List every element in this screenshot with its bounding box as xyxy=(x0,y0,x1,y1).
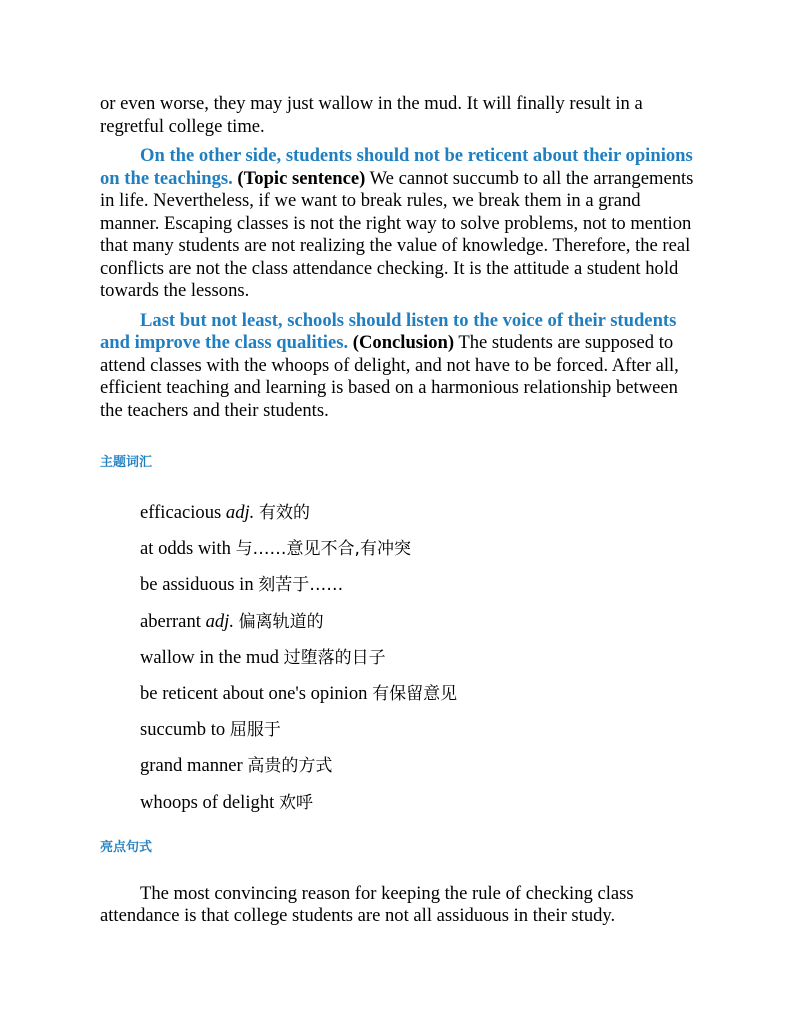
vocab-cn: 偏离轨道的 xyxy=(238,611,324,632)
vocab-item xyxy=(140,611,700,647)
vocab-cn: 有保留意见 xyxy=(372,683,458,704)
paragraph-intro-end: or even worse, they may just wallow in the mud. It will finally result in a regretful college time. xyxy=(100,93,643,137)
vocab-heading: 主题词汇 xyxy=(100,455,153,470)
vocab-term: be reticent about one's opinion xyxy=(140,682,368,704)
vocab-cn: 屈服于 xyxy=(229,720,281,741)
vocab-list xyxy=(100,502,700,828)
vocab-pos: adj. xyxy=(205,610,234,632)
vocab-term: aberrant xyxy=(140,610,201,632)
vocab-item xyxy=(140,719,700,755)
vocab-cn: 高贵的方式 xyxy=(247,756,333,777)
vocab-cn: 欢呼 xyxy=(278,792,313,813)
vocab-item xyxy=(140,502,700,538)
vocab-term: at odds with xyxy=(140,538,231,560)
topic-highlight: On the other side, students should not be reticent about their opinions on the teachings. xyxy=(100,145,693,189)
vocab-item xyxy=(140,574,700,610)
document-page xyxy=(100,93,700,928)
vocab-item xyxy=(140,538,700,574)
vocab-term: whoops of delight xyxy=(140,791,275,813)
paragraph-conclusion xyxy=(100,310,700,423)
vocab-term: efficacious xyxy=(140,502,222,523)
vocab-item xyxy=(140,683,700,719)
vocab-pos: adj. xyxy=(225,502,255,523)
topic-label: (Topic sentence) xyxy=(237,167,366,189)
vocab-item xyxy=(140,755,700,791)
sentence-heading: 亮点句式 xyxy=(100,839,153,855)
vocab-term: be assiduous in xyxy=(140,574,254,596)
conclusion-body: The students are supposed to attend classes with the whoops of delight, and not have to be forced. After all, efficient teaching and learning is based on a harmonious relationship between the teachers and their students. xyxy=(100,332,679,421)
vocab-term: wallow in the mud xyxy=(140,646,279,668)
highlight-sentence: The most convincing reason for keeping the rule of checking class attendance is that college students are not all assiduous in their study. xyxy=(100,882,634,927)
vocab-term: succumb to xyxy=(140,719,226,741)
vocab-item xyxy=(140,792,700,828)
topic-body: We cannot succumb to all the arrangements in life. Nevertheless, if we want to break rules, we break them in a grand manner. Escaping classes is not the right way to solve problems, not to mention that many students are not realizing the value of knowledge. Therefore, the real conflicts are not the class attendance checking. It is the attitude a student hold towards the lessons. xyxy=(100,167,694,301)
vocab-cn: 过堕落的日子 xyxy=(283,647,386,668)
conclusion-label: (Conclusion) xyxy=(352,332,455,353)
paragraph-topic xyxy=(100,145,700,303)
vocab-term: grand manner xyxy=(140,755,243,777)
vocab-item xyxy=(140,647,700,683)
conclusion-highlight: Last but not least, schools should listen to the voice of their students and improve the class qualities. xyxy=(100,309,677,353)
vocab-cn: 有效的 xyxy=(258,503,310,523)
vocab-cn: 与……意见不合,有冲突 xyxy=(235,539,411,560)
vocab-cn: 刻苦于…… xyxy=(258,575,344,596)
